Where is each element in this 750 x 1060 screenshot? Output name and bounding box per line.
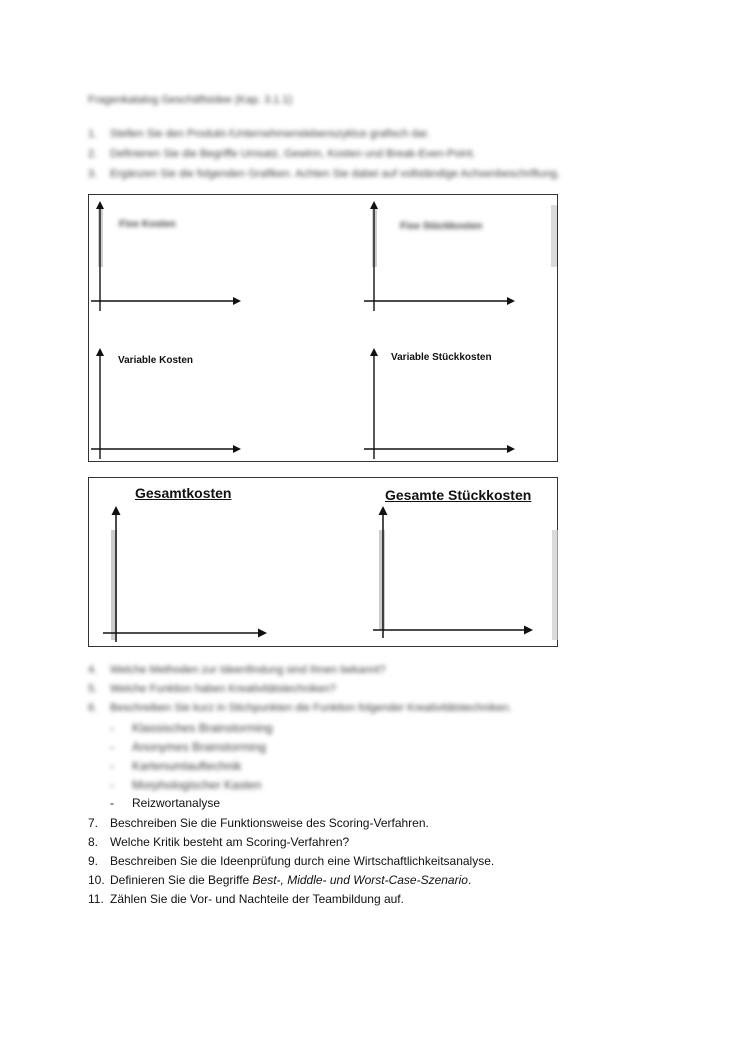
label-gesamtkosten: Gesamtkosten [135, 485, 232, 501]
total-cost-graphs-axes [89, 478, 559, 648]
question-8: 8. Welche Kritik besteht am Scoring-Verfahren? [88, 835, 350, 849]
question-10: 10. Definieren Sie die Begriffe Best-, Middle- und Worst-Case-Szenario. [88, 873, 472, 887]
technique-item-reizwortanalyse: - Reizwortanalyse [110, 796, 221, 810]
label-variable-kosten: Variable Kosten [118, 355, 194, 366]
technique-item: - Morphologischer Kasten [110, 778, 262, 792]
question-7: 7. Beschreiben Sie die Funktionsweise des Scoring-Verfahren. [88, 816, 429, 830]
label-fixe-stueckkosten: Fixe Stückkosten [400, 221, 483, 232]
label-gesamte-stueckkosten: Gesamte Stückkosten [385, 487, 532, 503]
cost-graphs-panel [88, 194, 558, 462]
label-variable-stueckkosten: Variable Stückkosten [391, 352, 492, 363]
question-3: 3. Ergänzen Sie die folgenden Grafiken. Achten Sie dabei auf vollständige Achsenbeschriftung. [88, 168, 561, 180]
question-5: 5. Welche Funktion haben Kreativitätstechniken? [88, 683, 337, 695]
gray-edge-mark [551, 205, 557, 267]
graph-fixe-stueckkosten-axes [364, 203, 513, 311]
cost-graphs-axes [89, 195, 559, 463]
question-6: 6. Beschreiben Sie kurz in Stichpunkten die Funktion folgender Kreativitätstechniken. [88, 702, 512, 714]
question-2: 2. Definieren Sie die Begriffe Umsatz, Gewinn, Kosten und Break-Even-Point. [88, 148, 476, 160]
technique-item: - Kartenumlauftechnik [110, 759, 242, 773]
gray-edge-mark [552, 530, 558, 640]
question-11: 11. Zählen Sie die Vor- und Nachteile der Teambildung auf. [88, 892, 404, 906]
document-title: Fragenkatalog Geschäftsidee (Kap. 3.1.1) [88, 94, 293, 106]
gray-edge-mark [379, 530, 385, 630]
graph-variable-stueckkosten-axes [364, 350, 513, 459]
total-cost-graphs-panel [88, 477, 558, 647]
technique-item: - Klassisches Brainstorming [110, 721, 273, 735]
question-4: 4. Welche Methoden zur Ideenfindung sind Ihnen bekannt? [88, 664, 386, 676]
graph-gesamte-stueckkosten-axes [373, 508, 531, 638]
question-9: 9. Beschreiben Sie die Ideenprüfung durch eine Wirtschaftlichkeitsanalyse. [88, 854, 495, 868]
graph-gesamtkosten-axes [103, 508, 265, 642]
graph-variable-kosten-axes [91, 350, 239, 459]
question-1: 1. Stellen Sie den Produkt-/Unternehmenslebenszyklus grafisch dar. [88, 128, 430, 140]
label-fixe-kosten: Fixe Kosten [119, 219, 176, 230]
technique-item: - Anonymes Brainstorming [110, 740, 267, 754]
